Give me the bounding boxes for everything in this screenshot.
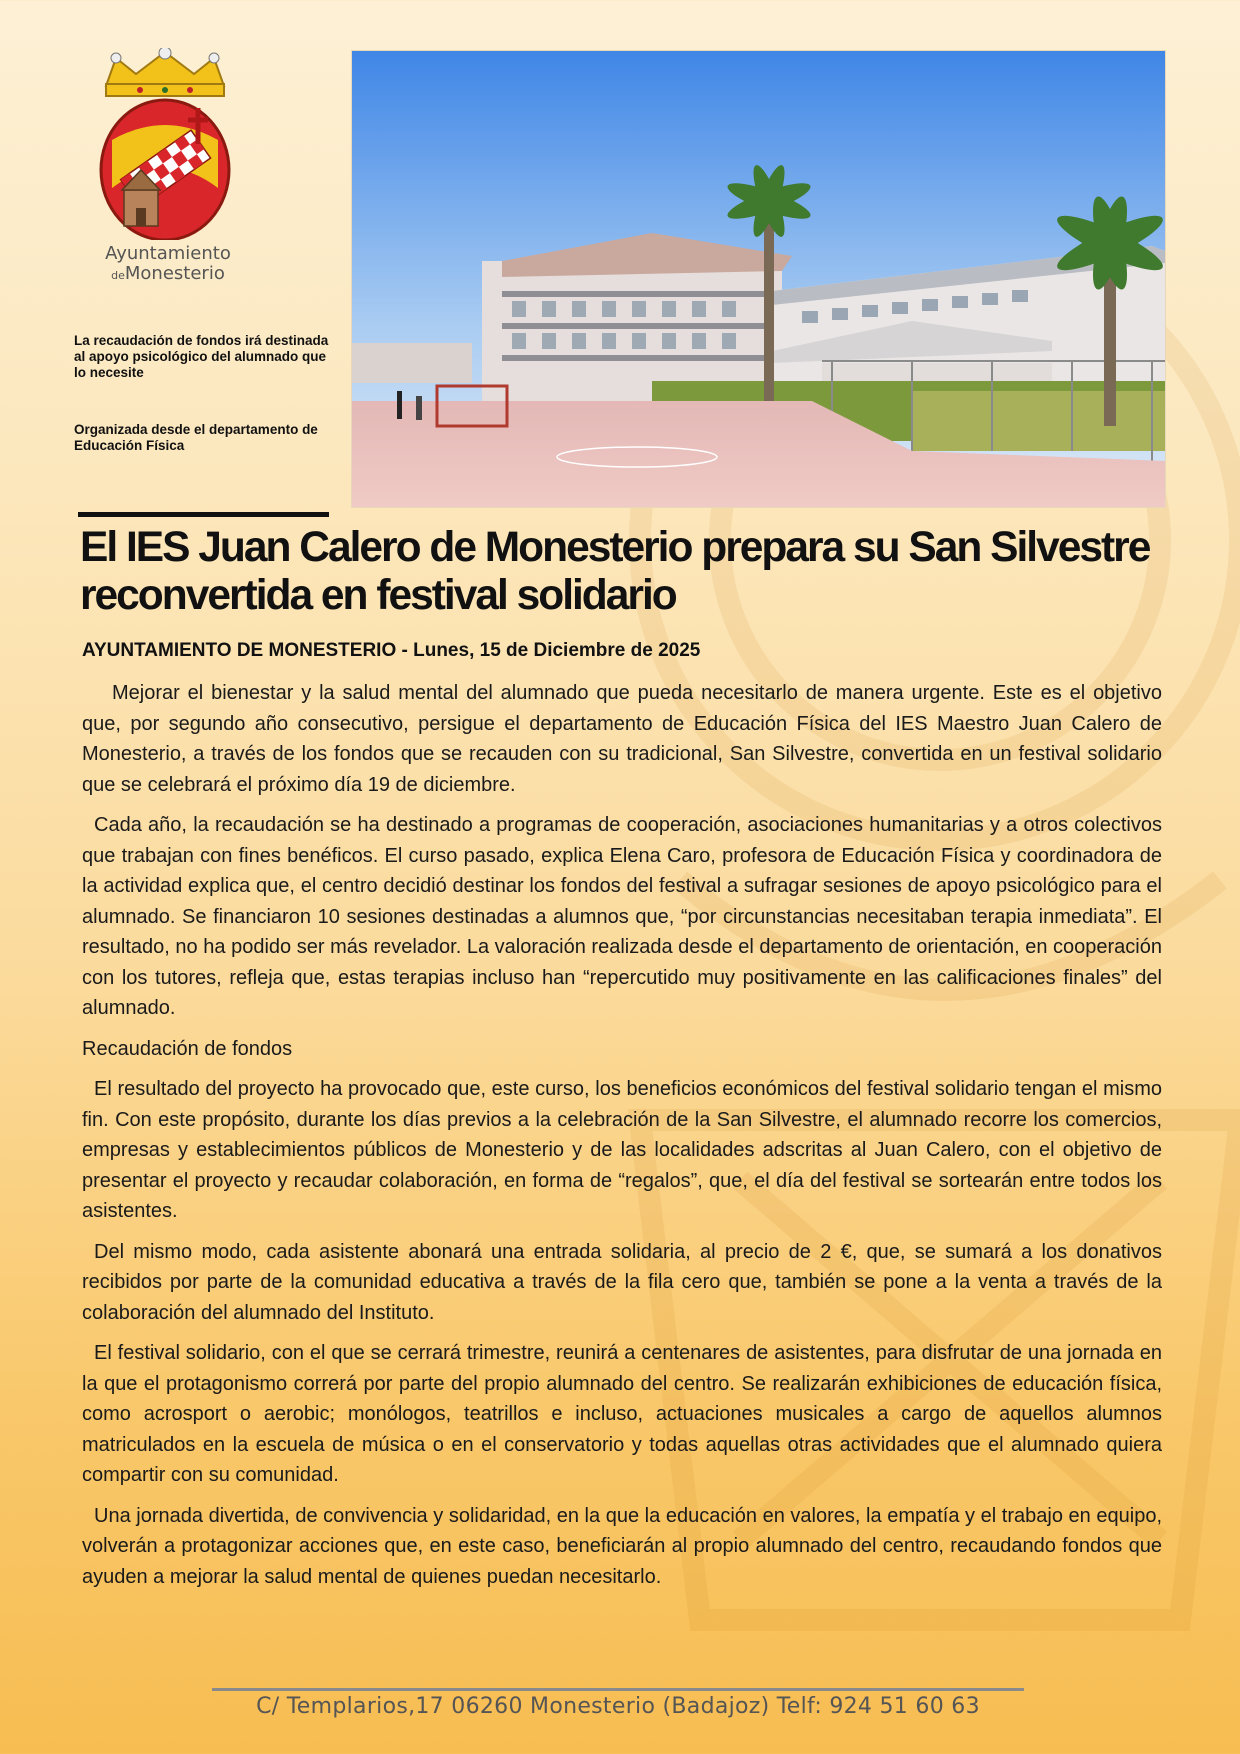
crest-caption-de: de (111, 269, 125, 282)
sidenote-organizer: Organizada desde el departamento de Educación Física (74, 422, 318, 453)
article-paragraph: El resultado del proyecto ha provocado que, este curso, los beneficios económicos del festival solidario tengan el mismo fin. Con este propósito, durante los días previos a la celebración de la San Silvestre, el alumnado recorre los comercios, empresas y establecimientos públicos de Monesterio y de las localidades adscritas al Juan Calero, con el objetivo de presentar el proyecto y recaudar colaboración, en forma de “regalos”, que, el día del festival se sortearán entre todos los asistentes. (82, 1078, 1162, 1222)
headline-divider (78, 512, 329, 517)
article-body (82, 678, 1162, 1602)
article-paragraph: Del mismo modo, cada asistente abonará una entrada solidaria, al precio de 2 €, que, se sumará a los donativos recibidos por parte de la comunidad educativa a través de la fila cero que, también se pone a la venta a través de la colaboración del alumnado del Instituto. (82, 1240, 1162, 1324)
footer-divider (212, 1688, 1024, 1691)
crest-caption-line2: Monesterio (124, 263, 225, 284)
article-byline: AYUNTAMIENTO DE MONESTERIO - Lunes, 15 de Diciembre de 2025 (82, 640, 701, 661)
crest-caption-line1: Ayuntamiento (105, 243, 231, 264)
section-subheading: Recaudación de fondos (82, 1037, 293, 1060)
sidenote-fundraising: La recaudación de fondos irá destinada al apoyo psicológico del alumnado que lo necesite (74, 333, 329, 380)
article-paragraph: Una jornada divertida, de convivencia y solidaridad, en la que la educación en valores, la empatía y el trabajo en equipo, volverán a protagonizar acciones que, en este caso, beneficiarán al propio alumnado del centro, recaudando fondos que ayuden a mejorar la salud mental de quienes puedan necesitarlo. (82, 1504, 1162, 1588)
crest-caption (78, 244, 258, 286)
article-paragraph: Cada año, la recaudación se ha destinado a programas de cooperación, asociaciones humanitarias y a otros colectivos que trabajan con fines benéficos. El curso pasado, explica Elena Caro, profesora de Educación Física y coordinadora de la actividad explica que, el centro decidió destinar los fondos del festival a sufragar sesiones de apoyo psicológico para el alumnado. Se financiaron 10 sesiones destinadas a alumnos que, “por circunstancias necesitaban terapia inmediata”. El resultado, no ha podido ser más revelador. La valoración realizada desde el departamento de orientación, en cooperación con los tutores, refleja que, estas terapias incluso han “repercutido muy positivamente en las calificaciones finales” del alumnado. (82, 814, 1162, 1019)
article-paragraph: Mejorar el bienestar y la salud mental del alumnado que pueda necesitarlo de manera urgente. Este es el objetivo que, por segundo año consecutivo, persigue el departamento de Educación Física del IES Maestro Juan Calero de Monesterio, a través de los fondos que se recauden con su tradicional, San Silvestre, convertida en un festival solidario que se celebrará el próximo día 19 de diciembre. (82, 682, 1162, 796)
school-photo (351, 50, 1166, 508)
article-paragraph: El festival solidario, con el que se cerrará trimestre, reunirá a centenares de asistentes, para disfrutar de una jornada en la que el protagonismo correrá por parte del propio alumnado del centro. Se realizarán exhibiciones de educación física, como acrosport o aerobic; monólogos, teatrillos e incluso, actuaciones musicales a cargo de aquellos alumnos matriculados en la escuela de música o en el conservatorio y todas aquellas otras actividades que el alumnado quiera compartir con su comunidad. (82, 1342, 1162, 1486)
crest-icon (92, 48, 238, 240)
footer-address: C/ Templarios,17 06260 Monesterio (Badajoz) Telf: 924 51 60 63 (256, 1694, 980, 1719)
article-headline: El IES Juan Calero de Monesterio prepara su San Silvestre reconvertida en festival solidario (80, 524, 1150, 619)
